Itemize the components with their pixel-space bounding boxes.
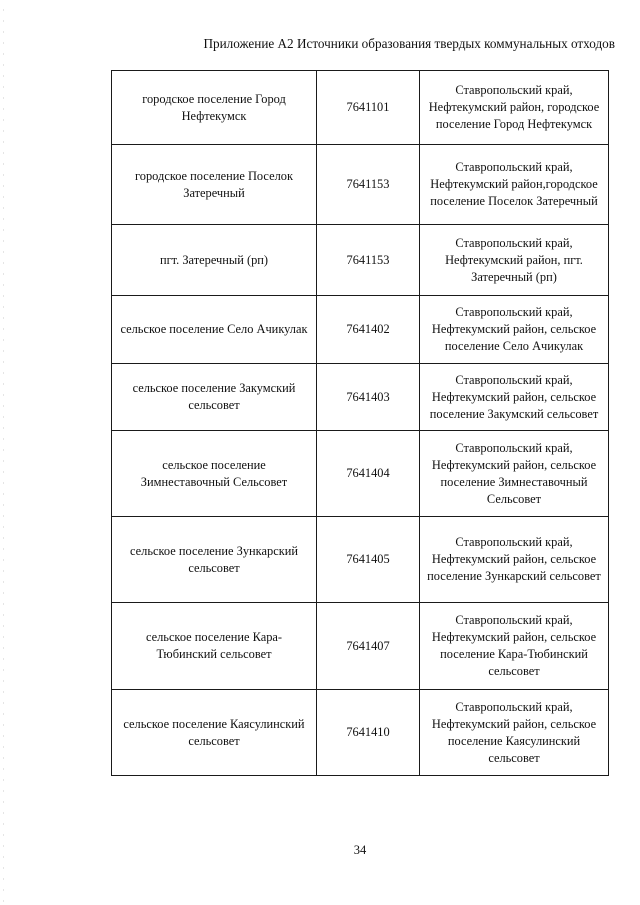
oktmo-code-cell: 7641402 [317,296,420,364]
address-cell: Ставропольский край, Нефтекумский район, сельское поселение Каясулинский сельсовет [420,690,609,776]
waste-sources-table [111,70,609,776]
settlement-name-cell: городское поселение Город Нефтекумск [112,71,317,145]
address-cell: Ставропольский край, Нефтекумский район, сельское поселение Зункарский сельсовет [420,517,609,603]
oktmo-code-cell: 7641404 [317,431,420,517]
oktmo-code-cell: 7641101 [317,71,420,145]
address-cell: Ставропольский край, Нефтекумский район, сельское поселение Село Ачикулак [420,296,609,364]
table-row [112,364,609,431]
address-cell: Ставропольский край, Нефтекумский район,городское поселение Поселок Затеречный [420,145,609,225]
table-row [112,517,609,603]
settlement-name-cell: пгт. Затеречный (рп) [112,225,317,296]
address-cell: Ставропольский край, Нефтекумский район, сельское поселение Закумский сельсовет [420,364,609,431]
address-cell: Ставропольский край, Нефтекумский район, сельское поселение Зимнеставочный Сельсовет [420,431,609,517]
page-number: 34 [353,843,367,857]
oktmo-code-cell: 7641407 [317,603,420,690]
settlement-name-cell: сельское поселение Зункарский сельсовет [112,517,317,603]
address-cell: Ставропольский край, Нефтекумский район, пгт. Затеречный (рп) [420,225,609,296]
oktmo-code-cell: 7641153 [317,145,420,225]
settlement-name-cell: городское поселение Поселок Затеречный [112,145,317,225]
table-row [112,690,609,776]
table-row [112,225,609,296]
oktmo-code-cell: 7641410 [317,690,420,776]
settlement-name-cell: сельское поселение Кара-Тюбинский сельсовет [112,603,317,690]
table-row [112,603,609,690]
settlement-name-cell: сельское поселение Закумский сельсовет [112,364,317,431]
table-row [112,431,609,517]
address-cell: Ставропольский край, Нефтекумский район, городское поселение Город Нефтекумск [420,71,609,145]
oktmo-code-cell: 7641153 [317,225,420,296]
page-title: Приложение А2 Источники образования твердых коммунальных отходов [203,36,615,51]
oktmo-code-cell: 7641405 [317,517,420,603]
settlement-name-cell: сельское поселение Зимнеставочный Сельсовет [112,431,317,517]
table-row [112,71,609,145]
address-cell: Ставропольский край, Нефтекумский район, сельское поселение Кара-Тюбинский сельсовет [420,603,609,690]
settlement-name-cell: сельское поселение Село Ачикулак [112,296,317,364]
settlement-name-cell: сельское поселение Каясулинский сельсовет [112,690,317,776]
oktmo-code-cell: 7641403 [317,364,420,431]
table-row [112,145,609,225]
scan-edge-marks [3,0,4,905]
table-row [112,296,609,364]
